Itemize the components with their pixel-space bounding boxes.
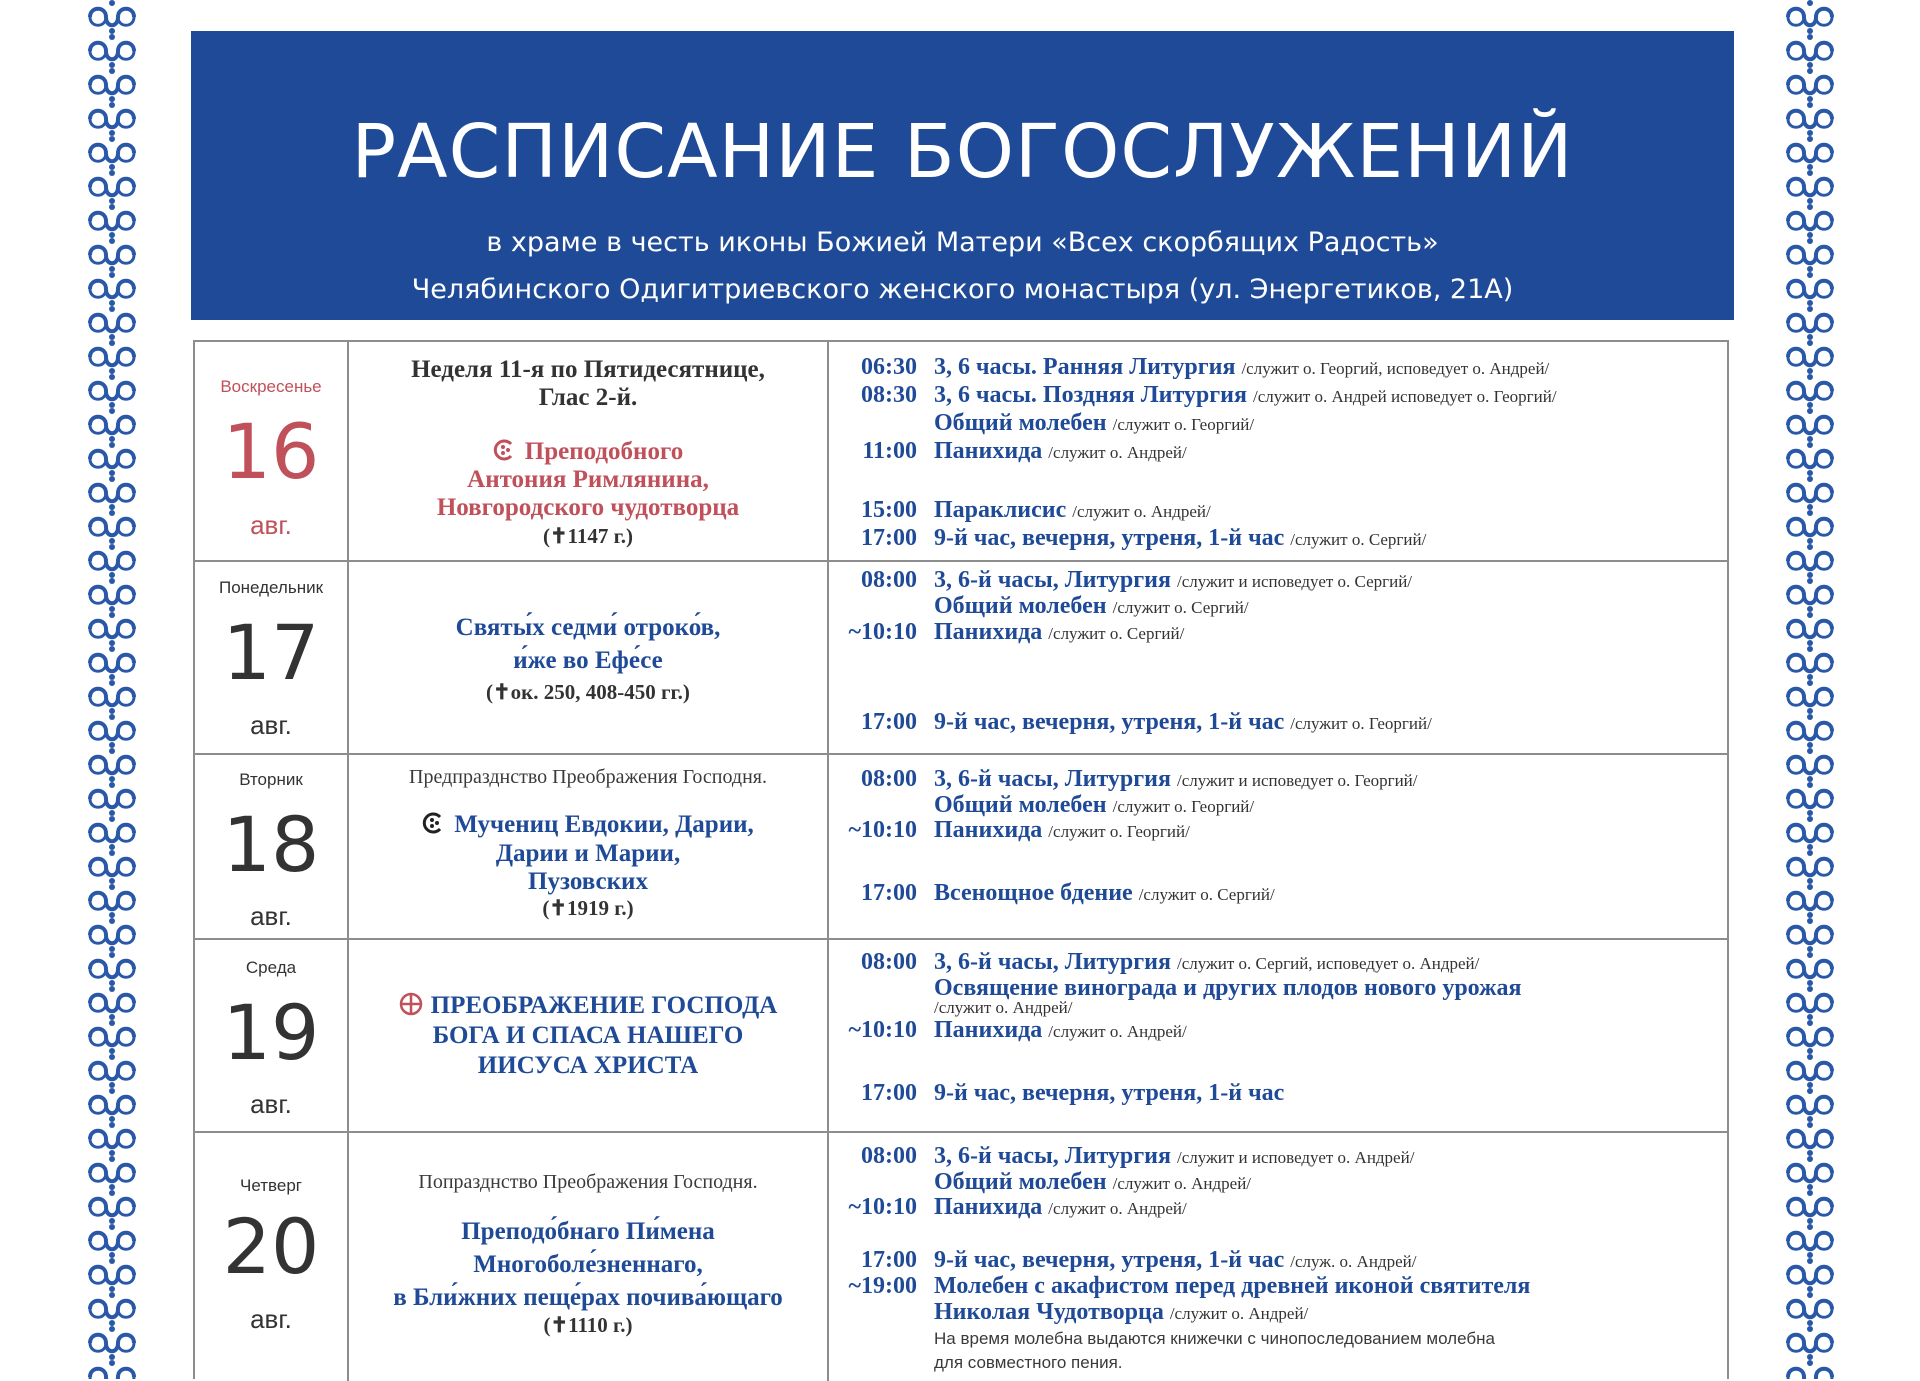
service-entry: 17:00 9-й час, вечерня, утреня, 1-й час /служит о. Сергий/ <box>861 525 1427 551</box>
date-cell <box>195 755 349 938</box>
schedule-row-19 <box>195 940 1727 1133</box>
service-entry: 17:00 9-й час, вечерня, утреня, 1-й час <box>861 1080 1285 1106</box>
service-entry: 17:00 9-й час, вечерня, утреня, 1-й час /служ. о. Андрей/ <box>861 1247 1417 1273</box>
day-number: 19 <box>222 988 320 1077</box>
service-entry: ~10:10 Панихида /служит о. Андрей/ <box>848 1194 1187 1220</box>
weekday-label: Среда <box>245 958 297 977</box>
day-number: 18 <box>222 800 320 889</box>
right-ornament-border <box>1782 0 1838 1379</box>
page-title: РАСПИСАНИЕ БОГОСЛУЖЕНИЙ <box>351 109 1574 195</box>
saint-name-line: Антония Римлянина, <box>467 466 709 493</box>
church-subtitle: в храме в честь иконы Божией Матери «Всех скорбящих Радость» <box>486 227 1439 258</box>
service-entry: 06:30 3, 6 часы. Ранняя Литургия /служит о. Георгий, исповедует о. Андрей/ <box>861 354 1550 380</box>
afterfeast-line: Попразднство Преображения Господня. <box>418 1171 758 1193</box>
service-entry: 17:00 Всенощное бдение /служит о. Сергий/ <box>861 880 1275 906</box>
saint-name-line: Многоболе́зненнаго, <box>473 1251 703 1278</box>
day-number: 20 <box>222 1202 320 1291</box>
repose-year: (✝1147 г.) <box>542 524 634 548</box>
service-entry: ~10:10 Панихида /служит о. Андрей/ <box>848 1017 1187 1043</box>
date-cell <box>195 562 349 753</box>
month-label: авг. <box>250 1304 292 1334</box>
day-number: 17 <box>222 608 320 697</box>
service-entry: Общий молебен /служит о. Андрей/ <box>934 1169 1252 1195</box>
repose-year: (✝1110 г.) <box>543 1313 633 1337</box>
polyeleos-icon <box>493 438 517 462</box>
service-entry: Общий молебен /служит о. Георгий/ <box>934 410 1255 436</box>
service-entry: 11:00 Панихида /служит о. Андрей/ <box>862 438 1187 464</box>
schedule-row-20 <box>195 1133 1727 1381</box>
service-entry: Николая Чудотворца /служит о. Андрей/ <box>934 1299 1309 1325</box>
saint-name-line: Дарии и Марии, <box>495 840 681 867</box>
saint-name-line: Новгородского чудотворца <box>436 494 740 521</box>
saint-name-line: Пузовских <box>528 868 648 895</box>
polyeleos-icon <box>422 811 446 835</box>
saint-name-line: в Бли́жних пеще́рах почива́ющаго <box>393 1284 783 1311</box>
saint-name-line: Святы́х седми́ отроко́в, <box>455 614 721 641</box>
services-cell <box>829 1133 1727 1381</box>
weekday-label: Четверг <box>240 1176 302 1195</box>
weekday-label: Понедельник <box>218 578 324 597</box>
weekday-label: Вторник <box>239 770 303 789</box>
service-note: /служит о. Андрей/ <box>934 998 1073 1017</box>
saint-name-line: и́же во Ефе́се <box>513 647 663 674</box>
services-cell <box>829 562 1727 753</box>
weekday-label: Воскресенье <box>220 377 322 396</box>
saint-cell <box>349 562 829 753</box>
service-entry: Общий молебен /служит о. Георгий/ <box>934 792 1255 818</box>
monastery-subtitle: Челябинского Одигитриевского женского монастыря (ул. Энергетиков, 21А) <box>411 274 1514 305</box>
schedule-row-17 <box>195 562 1727 755</box>
header-banner <box>191 31 1734 320</box>
forefeast-line: Предпразднство Преображения Господня. <box>409 766 767 788</box>
feast-name-line: ИИСУСА ХРИСТА <box>477 1052 699 1079</box>
schedule-table <box>193 340 1729 1379</box>
service-entry: 08:00 3, 6-й часы, Литургия /служит и исповедует о. Сергий/ <box>861 567 1413 593</box>
info-note: для совместного пения. <box>934 1353 1123 1372</box>
saint-cell <box>349 755 829 938</box>
service-entry: ~19:00 Молебен с акафистом перед древней иконой святителя <box>848 1273 1531 1299</box>
schedule-row-18 <box>195 755 1727 940</box>
feast-name-line: БОГА И СПАСА НАШЕГО <box>432 1022 744 1049</box>
month-label: авг. <box>250 510 292 540</box>
service-entry: 08:00 3, 6-й часы, Литургия /служит и исповедует о. Георгий/ <box>861 766 1418 792</box>
date-cell <box>195 940 349 1131</box>
repose-year: (✝ок. 250, 408-450 гг.) <box>486 680 690 704</box>
service-entry: ~10:10 Панихида /служит о. Георгий/ <box>848 817 1190 843</box>
services-cell <box>829 940 1727 1131</box>
services-cell <box>829 755 1727 938</box>
service-entry: 08:30 3, 6 часы. Поздняя Литургия /служит о. Андрей исповедует о. Георгий/ <box>861 382 1557 408</box>
month-label: авг. <box>250 1089 292 1119</box>
great-feast-cross-icon <box>399 992 423 1016</box>
sunday-title-line: Глас 2-й. <box>538 384 638 411</box>
services-cell <box>829 342 1727 560</box>
saint-name-line: Преподобного <box>524 438 684 465</box>
service-entry: ~10:10 Панихида /служит о. Сергий/ <box>848 619 1185 645</box>
saint-cell <box>349 342 829 560</box>
saint-name-line: Мучениц Евдокии, Дарии, <box>454 811 754 838</box>
month-label: авг. <box>250 710 292 740</box>
service-entry: 17:00 9-й час, вечерня, утреня, 1-й час /служит о. Георгий/ <box>861 709 1432 735</box>
repose-year: (✝1919 г.) <box>542 896 634 920</box>
schedule-row-16 <box>195 342 1727 562</box>
date-cell <box>195 342 349 560</box>
feast-name-line: ПРЕОБРАЖЕНИЕ ГОСПОДА <box>430 992 778 1019</box>
sunday-title-line: Неделя 11-я по Пятидесятнице, <box>411 356 765 383</box>
service-entry: 08:00 3, 6-й часы, Литургия /служит о. Сергий, исповедует о. Андрей/ <box>861 949 1480 975</box>
service-entry: 08:00 3, 6-й часы, Литургия /служит и исповедует о. Андрей/ <box>861 1143 1415 1169</box>
date-cell <box>195 1133 349 1381</box>
saint-name-line: Преподо́бнаго Пи́мена <box>461 1218 715 1245</box>
saint-cell <box>349 1133 829 1381</box>
info-note: На время молебна выдаются книжечки с чинопоследованием молебна <box>934 1329 1495 1348</box>
service-entry: 15:00 Параклисис /служит о. Андрей/ <box>861 497 1211 523</box>
service-entry: Освящение винограда и других плодов нового урожая <box>934 975 1522 1001</box>
saint-cell <box>349 940 829 1131</box>
day-number: 16 <box>222 407 320 496</box>
service-entry: Общий молебен /служит о. Сергий/ <box>934 593 1249 619</box>
month-label: авг. <box>250 901 292 931</box>
left-ornament-border <box>84 0 140 1379</box>
